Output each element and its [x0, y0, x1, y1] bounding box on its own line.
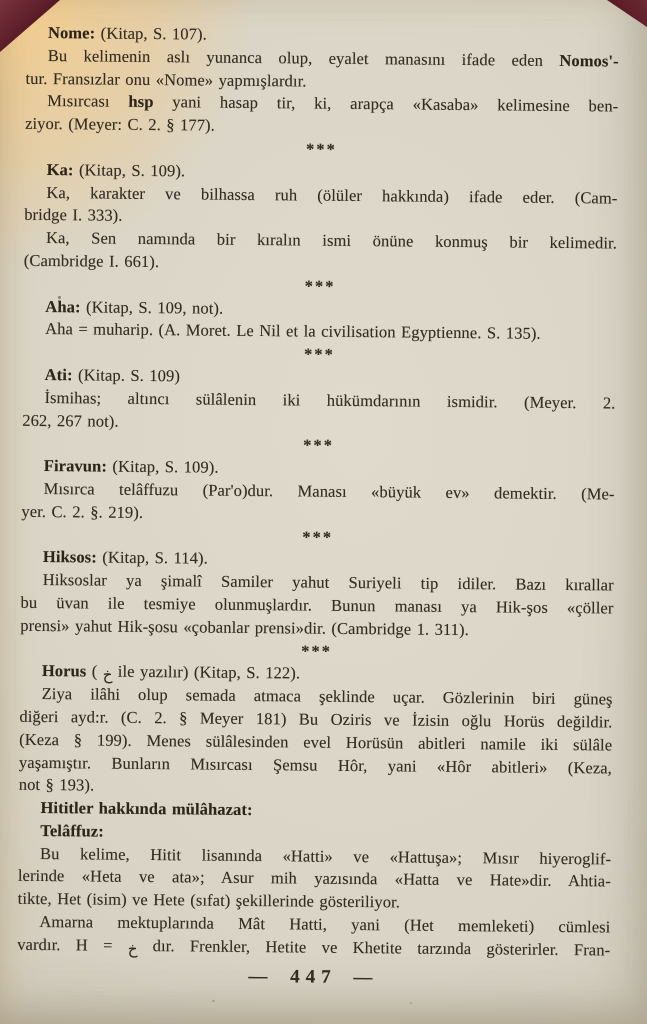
section-separator: ***	[302, 527, 334, 547]
body-text-line: prensi» yahut Hik-şosu «çobanlar prensi»dir. (Cambridge 1. 311).	[20, 615, 469, 639]
term-heading-line: Nome: (Kitap, S. 107).	[47, 23, 207, 44]
term-heading-line: Firavun: (Kitap, S. 109).	[43, 456, 219, 477]
body-text-line: yaşamıştır. Bunların Mısırcası Şemsu Hôr, yani «Hôr abitleri» (Keza,	[18, 752, 613, 777]
page-text-block	[17, 22, 619, 991]
term-heading-line: Aha: (Kitap, S. 109, not).	[45, 296, 224, 318]
entry-ati	[22, 364, 616, 461]
body-text-line: Ka, Sen namında bir kıralın ismi önüne konmuş bir kelimedir.	[45, 228, 618, 253]
body-text-line: Aha = muharip. (A. Moret. Le Nil et la civilisation Egyptienne. S. 135).	[45, 319, 541, 344]
arabic-letter-kha: خ	[102, 665, 113, 684]
entry-hiksos	[20, 546, 614, 666]
body-text-line: Mısırcası hsp yani hasap tir, ki, arapça «Kasaba» kelimesine ben-	[47, 91, 619, 116]
glossary-content	[17, 22, 619, 962]
body-text-line: (Keza § 199). Menes sülâlesinden evel Horüsün abitleri namile iki sülâle	[19, 729, 613, 755]
photo-corner-background-top-right	[607, 0, 647, 27]
term-heading-line: Hititler hakkında mülâhazat:	[40, 798, 253, 820]
body-text-line: diğeri ayd:r. (C. 2. § Meyer 181) Bu Oziris ve İzisin oğlu Horüs değildir.	[19, 706, 613, 732]
section-separator: ***	[304, 276, 336, 296]
term-heading-line: Ka: (Kitap, S. 109).	[46, 159, 186, 181]
body-text-line: İsmihas; altıncı sülâlenin iki hükümdarının ismidir. (Meyer. 2.	[44, 387, 616, 413]
entry-nome	[25, 22, 619, 164]
arabic-letter-kha: خ	[127, 939, 138, 958]
paper-speck	[212, 1000, 215, 1002]
section-separator: ***	[301, 640, 333, 661]
body-text-line: ziyor. (Meyer: C. 2. § 177).	[25, 113, 216, 135]
body-text-line: vardır. H = خ dır. Frenkler, Hetite ve Khetite tarzında gösterirler. Fran-	[17, 934, 611, 960]
body-text-line: tikte, Het (isim) ve Hete (sıfat) şekillerinde gösteriliyor.	[17, 889, 401, 912]
section-separator: ***	[305, 139, 337, 159]
term-heading-line: Hiksos: (Kitap, S. 114).	[42, 547, 208, 568]
term-heading-line: Ati: (Kitap. S. 109)	[44, 364, 181, 386]
body-text-line: not § 193).	[18, 775, 95, 795]
section-separator: ***	[303, 344, 335, 364]
body-text-line: Bu kelimenin aslı yunanca olup, eyalet manasını ifade eden Nomos'-	[47, 45, 619, 71]
body-text-line: 262, 267 not).	[22, 410, 119, 431]
body-text-line: bu üvan ile tesmiye olunmuşlardır. Bunun manası ya Hik-şos «çöller	[20, 592, 614, 618]
body-text-line: Hiksoslar ya şimalî Samiler yahut Suriyeli tip idiler. Bazı kırallar	[42, 570, 614, 595]
body-text-line: (Cambridge I. 661).	[23, 250, 160, 272]
entry-ka	[23, 159, 617, 301]
entry-hititler	[17, 797, 612, 962]
body-text-line: Ka, karakter ve bilhassa ruh (ölüler hakkında) ifade eder. (Cam-	[46, 182, 618, 208]
entry-aha	[23, 295, 617, 369]
body-text-line: lerinde «Heta ve ata»; Asur mih yazısında «Hatta ve Hate»dir. Ahtia-	[17, 866, 611, 891]
entry-horus	[19, 660, 613, 802]
body-text-line: yer. C. 2. §. 219).	[21, 501, 144, 522]
body-text-line: bridge I. 333).	[24, 205, 123, 226]
paper-speck	[410, 1002, 412, 1004]
body-text-line: Mısırca telâffuzu (Par'o)dur. Manası «büyük ev» demektir. (Me-	[43, 478, 615, 504]
section-separator: ***	[303, 435, 335, 456]
body-text-line: Ziya ilâhi olup semada atmaca şeklinde uçar. Gözlerinin biri güneş	[41, 684, 613, 709]
page-number: — 447 —	[248, 965, 379, 988]
term-heading-line: Telâffuz:	[40, 820, 104, 841]
body-text-line: Amarna mektuplarında Mât Hatti, yani (Het memleketi) cümlesi	[39, 912, 611, 937]
body-text-line: Bu kelime, Hitit lisanında «Hatti» ve «Hattuşa»; Mısır hiyeroglif-	[40, 843, 612, 869]
term-heading-line: Horus ( خ ile yazılır) (Kitap, S. 122).	[41, 661, 301, 684]
body-text-line: tur. Fransızlar onu «Nome» yapmışlardır.	[25, 68, 307, 91]
entry-firavun	[21, 455, 615, 552]
